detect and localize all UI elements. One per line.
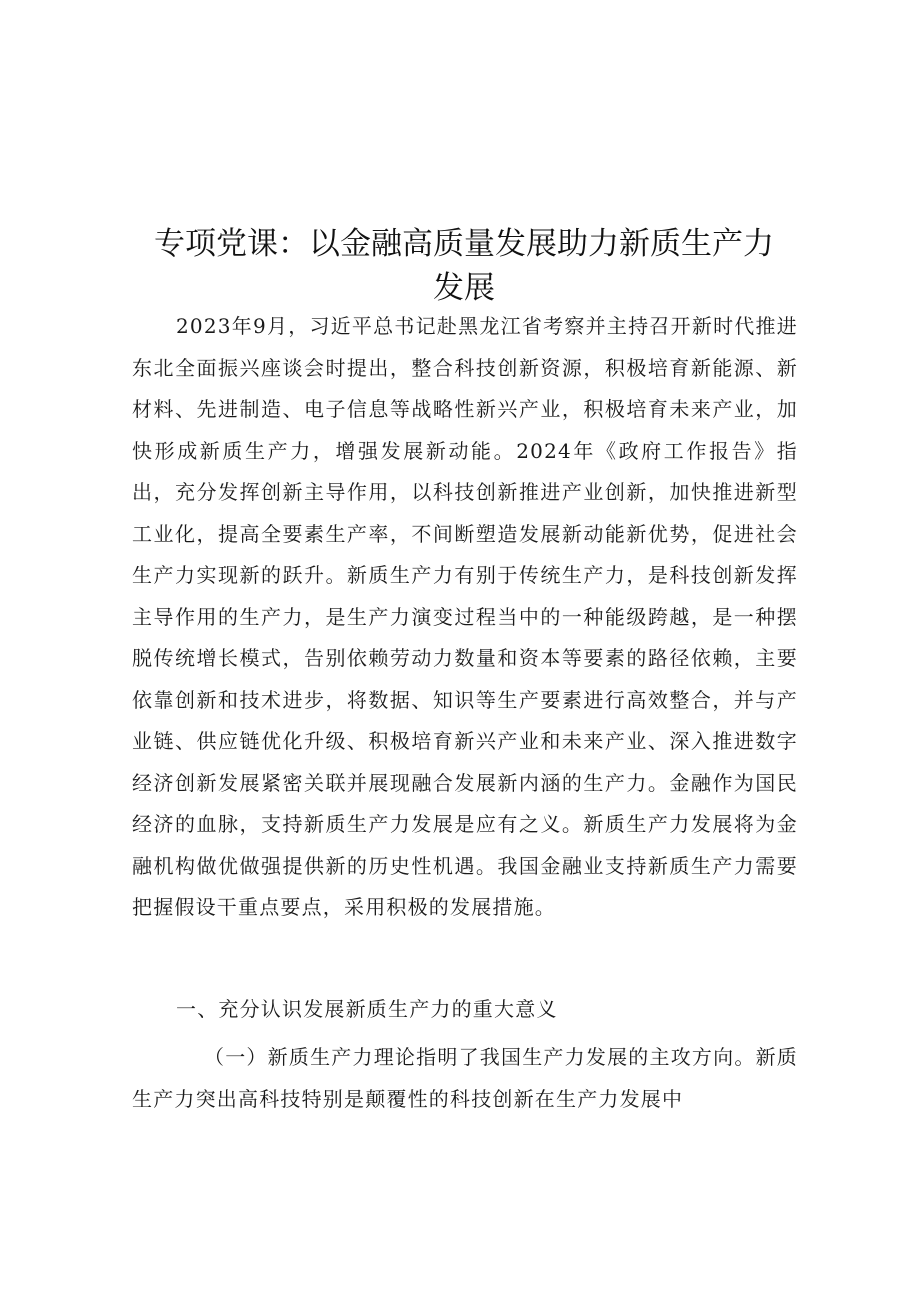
title-line-2: 发展 — [433, 270, 495, 306]
title-line-1: 专项党课：以金融高质量发展助力新质生产力 — [154, 226, 774, 262]
document-title — [130, 222, 798, 310]
subsection-paragraph: （一）新质生产力理论指明了我国生产力发展的主攻方向。新质生产力突出高科技特别是颠覆性的科技创新在生产力发展中 — [132, 1045, 798, 1111]
section-heading: 一、充分认识发展新质生产力的重大意义 — [176, 997, 558, 1021]
intro-paragraph: 2023年9月，习近平总书记赴黑龙江省考察并主持召开新时代推进东北全面振兴座谈会时提出，整合科技创新资源，积极培育新能源、新材料、先进制造、电子信息等战略性新兴产业，积极培育未来产业，加快形成新质生产力，增强发展新动能。2024年《政府工作报告》指出，充分发挥创新主导作用，以科技创新推进产业创新，加快推进新型工业化，提高全要素生产率，不间断塑造发展新动能新优势，促进社会生产力实现新的跃升。新质生产力有别于传统生产力，是科技创新发挥主导作用的生产力，是生产力演变过程当中的一种能级跨越，是一种摆脱传统增长模式，告别依赖劳动力数量和资本等要素的路径依赖，主要依靠创新和技术进步，将数据、知识等生产要素进行高效整合，并与产业链、供应链优化升级、积极培育新兴产业和未来产业、深入推进数字经济创新发展紧密关联并展现融合发展新内涵的生产力。金融作为国民经济的血脉，支持新质生产力发展是应有之义。新质生产力发展将为金融机构做优做强提供新的历史性机遇。我国金融业支持新质生产力需要把握假设干重点要点，采用积极的发展措施。 — [132, 314, 798, 919]
